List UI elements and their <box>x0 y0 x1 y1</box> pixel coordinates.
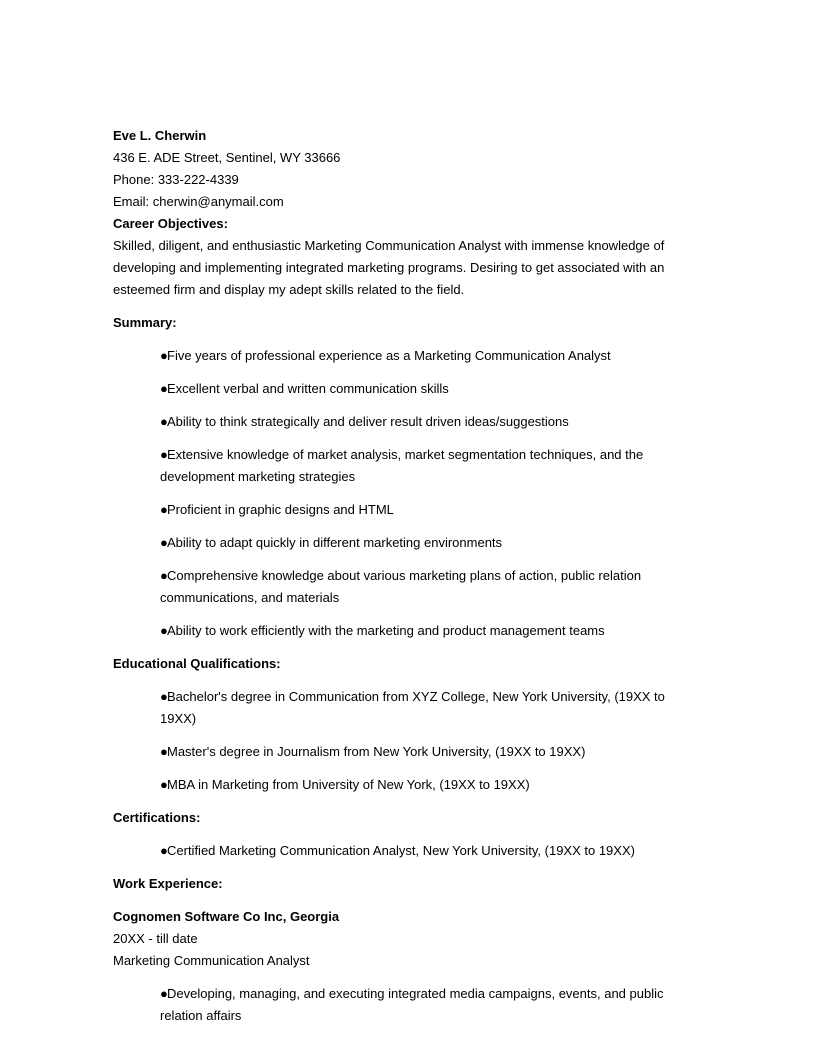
applicant-address: 436 E. ADE Street, Sentinel, WY 33666 <box>113 150 341 165</box>
bullet-icon: ● <box>160 843 168 858</box>
list-item <box>160 620 693 642</box>
list-item <box>160 741 693 763</box>
list-item <box>160 411 693 433</box>
list-item-text: Certified Marketing Communication Analyst, New York University, (19XX to 19XX) <box>167 843 635 858</box>
list-item <box>160 532 693 554</box>
bullet-icon: ● <box>160 348 168 363</box>
list-item <box>160 774 693 796</box>
bullet-icon: ● <box>160 689 168 704</box>
education-heading: Educational Qualifications: <box>113 656 281 671</box>
applicant-phone: Phone: 333-222-4339 <box>113 172 239 187</box>
list-item-text: Excellent verbal and written communication skills <box>167 381 449 396</box>
resume-content <box>113 125 693 1027</box>
bullet-icon: ● <box>160 777 168 792</box>
list-item-text: MBA in Marketing from University of New York, (19XX to 19XX) <box>167 777 530 792</box>
list-item-text: Proficient in graphic designs and HTML <box>167 502 394 517</box>
certifications-list <box>113 840 693 862</box>
list-item-text: Developing, managing, and executing integrated media campaigns, events, and public relation affairs <box>160 986 664 1023</box>
education-list <box>113 686 693 796</box>
list-item-text: Ability to work efficiently with the marketing and product management teams <box>167 623 605 638</box>
applicant-email: Email: cherwin@anymail.com <box>113 194 284 209</box>
list-item <box>160 444 693 488</box>
list-item <box>160 983 693 1027</box>
list-item-text: Bachelor's degree in Communication from XYZ College, New York University, (19XX to 19XX) <box>160 689 665 726</box>
list-item <box>160 686 693 730</box>
bullet-icon: ● <box>160 986 168 1001</box>
bullet-icon: ● <box>160 535 168 550</box>
list-item <box>160 565 693 609</box>
list-item <box>160 499 693 521</box>
certifications-heading: Certifications: <box>113 810 201 825</box>
summary-list <box>113 345 693 642</box>
career-objectives-heading: Career Objectives: <box>113 216 228 231</box>
career-objectives-text: Skilled, diligent, and enthusiastic Marketing Communication Analyst with immense knowledge of developing and implementing integrated marketing programs. Desiring to get associated with an esteemed firm and display my adept skills related to the field. <box>113 238 665 297</box>
list-item-text: Ability to think strategically and deliver result driven ideas/suggestions <box>167 414 569 429</box>
bullet-icon: ● <box>160 744 168 759</box>
list-item <box>160 378 693 400</box>
list-item-text: Ability to adapt quickly in different marketing environments <box>167 535 503 550</box>
bullet-icon: ● <box>160 447 168 462</box>
bullet-icon: ● <box>160 502 168 517</box>
list-item-text: Extensive knowledge of market analysis, market segmentation techniques, and the development marketing strategies <box>160 447 644 484</box>
applicant-name: Eve L. Cherwin <box>113 128 207 143</box>
bullet-icon: ● <box>160 414 168 429</box>
bullet-icon: ● <box>160 623 168 638</box>
company-name: Cognomen Software Co Inc, Georgia <box>113 909 340 924</box>
bullet-icon: ● <box>160 568 168 583</box>
list-item-text: Comprehensive knowledge about various marketing plans of action, public relation communications, and materials <box>160 568 642 605</box>
list-item <box>160 840 693 862</box>
list-item-text: Five years of professional experience as a Marketing Communication Analyst <box>167 348 611 363</box>
job-title: Marketing Communication Analyst <box>113 953 310 968</box>
bullet-icon: ● <box>160 381 168 396</box>
work-duties-list <box>113 983 693 1027</box>
list-item-text: Master's degree in Journalism from New York University, (19XX to 19XX) <box>167 744 586 759</box>
employment-period: 20XX - till date <box>113 931 198 946</box>
work-experience-heading: Work Experience: <box>113 876 223 891</box>
list-item <box>160 345 693 367</box>
summary-heading: Summary: <box>113 315 177 330</box>
